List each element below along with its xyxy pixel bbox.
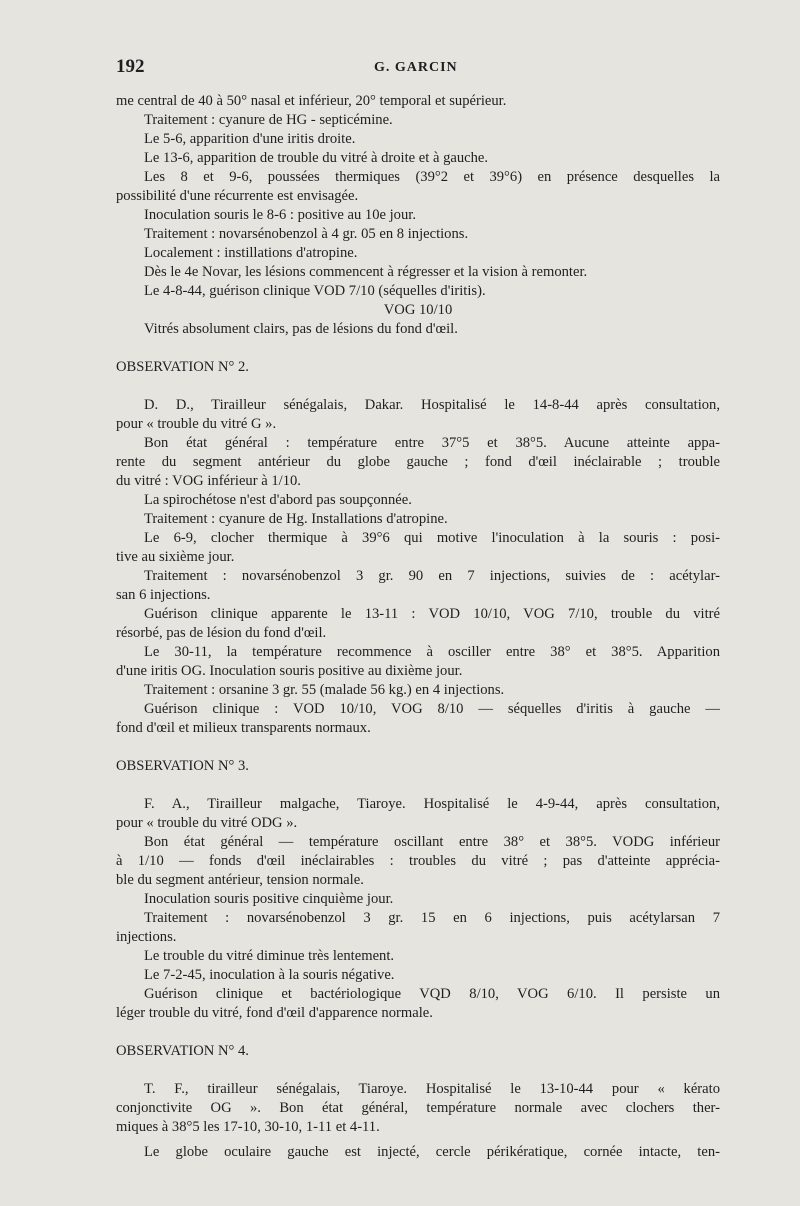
text-line: Bon état général : température entre 37°5 et 38°5. Aucune atteinte appa- (144, 435, 720, 451)
running-head: G. GARCIN (374, 60, 458, 75)
text-line: léger trouble du vitré, fond d'œil d'apparence normale. (116, 1005, 433, 1021)
text-line: du vitré : VOG inférieur à 1/10. (116, 473, 301, 489)
text-line: VOG 10/10 (383, 302, 453, 318)
text-line: Traitement : novarsénobenzol à 4 gr. 05 en 8 injections. (144, 226, 469, 242)
text-line: Guérison clinique : VOD 10/10, VOG 8/10 — séquelles d'iritis à gauche — (144, 701, 720, 717)
text-line: Traitement : novarsénobenzol 3 gr. 90 en 7 injections, suivies de : acétylar- (144, 568, 720, 584)
text-line: ble du segment antérieur, tension normale. (116, 872, 364, 888)
text-line: conjonctivite OG ». Bon état général, température normale avec clochers ther- (116, 1100, 720, 1116)
text-line: résorbé, pas de lésion du fond d'œil. (116, 625, 327, 641)
page-header (116, 56, 710, 82)
text-line: Bon état général — température oscillant entre 38° et 38°5. VODG inférieur (144, 834, 720, 850)
text-line: Guérison clinique apparente le 13-11 : VOD 10/10, VOG 7/10, trouble du vitré (144, 606, 720, 622)
text-line: Traitement : cyanure de Hg. Installations d'atropine. (144, 511, 448, 527)
text-line: Le 7-2-45, inoculation à la souris négative. (144, 967, 395, 983)
text-line: Le 13-6, apparition de trouble du vitré à droite et à gauche. (144, 150, 489, 166)
text-line: Traitement : cyanure de HG - septicémine. (144, 112, 393, 128)
text-line: rente du segment antérieur du globe gauche ; fond d'œil inéclairable ; trouble (116, 454, 720, 470)
text-line: La spirochétose n'est d'abord pas soupçonnée. (144, 492, 412, 508)
text-line: Dès le 4e Novar, les lésions commencent à régresser et la vision à remonter. (144, 264, 588, 280)
text-line: à 1/10 — fonds d'œil inéclairables : troubles du vitré ; pas d'atteinte apprécia- (116, 853, 720, 869)
text-line: tive au sixième jour. (116, 549, 235, 565)
text-line: fond d'œil et milieux transparents normaux. (116, 720, 371, 736)
text-line: Traitement : novarsénobenzol 3 gr. 15 en 6 injections, puis acétylarsan 7 (144, 910, 720, 926)
text-line: pour « trouble du vitré ODG ». (116, 815, 298, 831)
body-text (116, 92, 720, 1162)
text-line: pour « trouble du vitré G ». (116, 416, 277, 432)
text-line: possibilité d'une récurrente est envisagée. (116, 188, 359, 204)
text-line: Le 30-11, la température recommence à osciller entre 38° et 38°5. Apparition (144, 644, 720, 660)
text-line: miques à 38°5 les 17-10, 30-10, 1-11 et 4-11. (116, 1119, 380, 1135)
text-line: Inoculation souris le 8-6 : positive au 10e jour. (144, 207, 416, 223)
text-line: Inoculation souris positive cinquième jour. (144, 891, 394, 907)
section-heading: OBSERVATION N° 2. (116, 359, 249, 375)
text-line: Le trouble du vitré diminue très lentement. (144, 948, 395, 964)
text-line: Le globe oculaire gauche est injecté, cercle périkératique, cornée intacte, ten- (144, 1144, 720, 1160)
text-line: D. D., Tirailleur sénégalais, Dakar. Hospitalisé le 14-8-44 après consultation, (144, 397, 720, 413)
text-line: Le 4-8-44, guérison clinique VOD 7/10 (séquelles d'iritis). (144, 283, 486, 299)
text-line: Le 6-9, clocher thermique à 39°6 qui motive l'inoculation à la souris : posi- (144, 530, 720, 546)
section-heading: OBSERVATION N° 4. (116, 1043, 249, 1059)
page-number: 192 (116, 56, 145, 77)
text-line: Vitrés absolument clairs, pas de lésions du fond d'œil. (144, 321, 458, 337)
text-line: T. F., tirailleur sénégalais, Tiaroye. Hospitalisé le 13-10-44 pour « kérato (144, 1081, 720, 1097)
text-line: F. A., Tirailleur malgache, Tiaroye. Hospitalisé le 4-9-44, après consultation, (144, 796, 720, 812)
text-line: Guérison clinique et bactériologique VQD 8/10, VOG 6/10. Il persiste un (144, 986, 720, 1002)
text-line: d'une iritis OG. Inoculation souris positive au dixième jour. (116, 663, 463, 679)
text-line: injections. (116, 929, 177, 945)
text-line: Traitement : orsanine 3 gr. 55 (malade 56 kg.) en 4 injections. (144, 682, 505, 698)
text-line: Localement : instillations d'atropine. (144, 245, 358, 261)
text-line: me central de 40 à 50° nasal et inférieur, 20° temporal et supérieur. (116, 93, 507, 109)
text-line: Les 8 et 9-6, poussées thermiques (39°2 et 39°6) en présence desquelles la (144, 169, 720, 185)
text-line: san 6 injections. (116, 587, 211, 603)
text-line: Le 5-6, apparition d'une iritis droite. (144, 131, 356, 147)
section-heading: OBSERVATION N° 3. (116, 758, 249, 774)
